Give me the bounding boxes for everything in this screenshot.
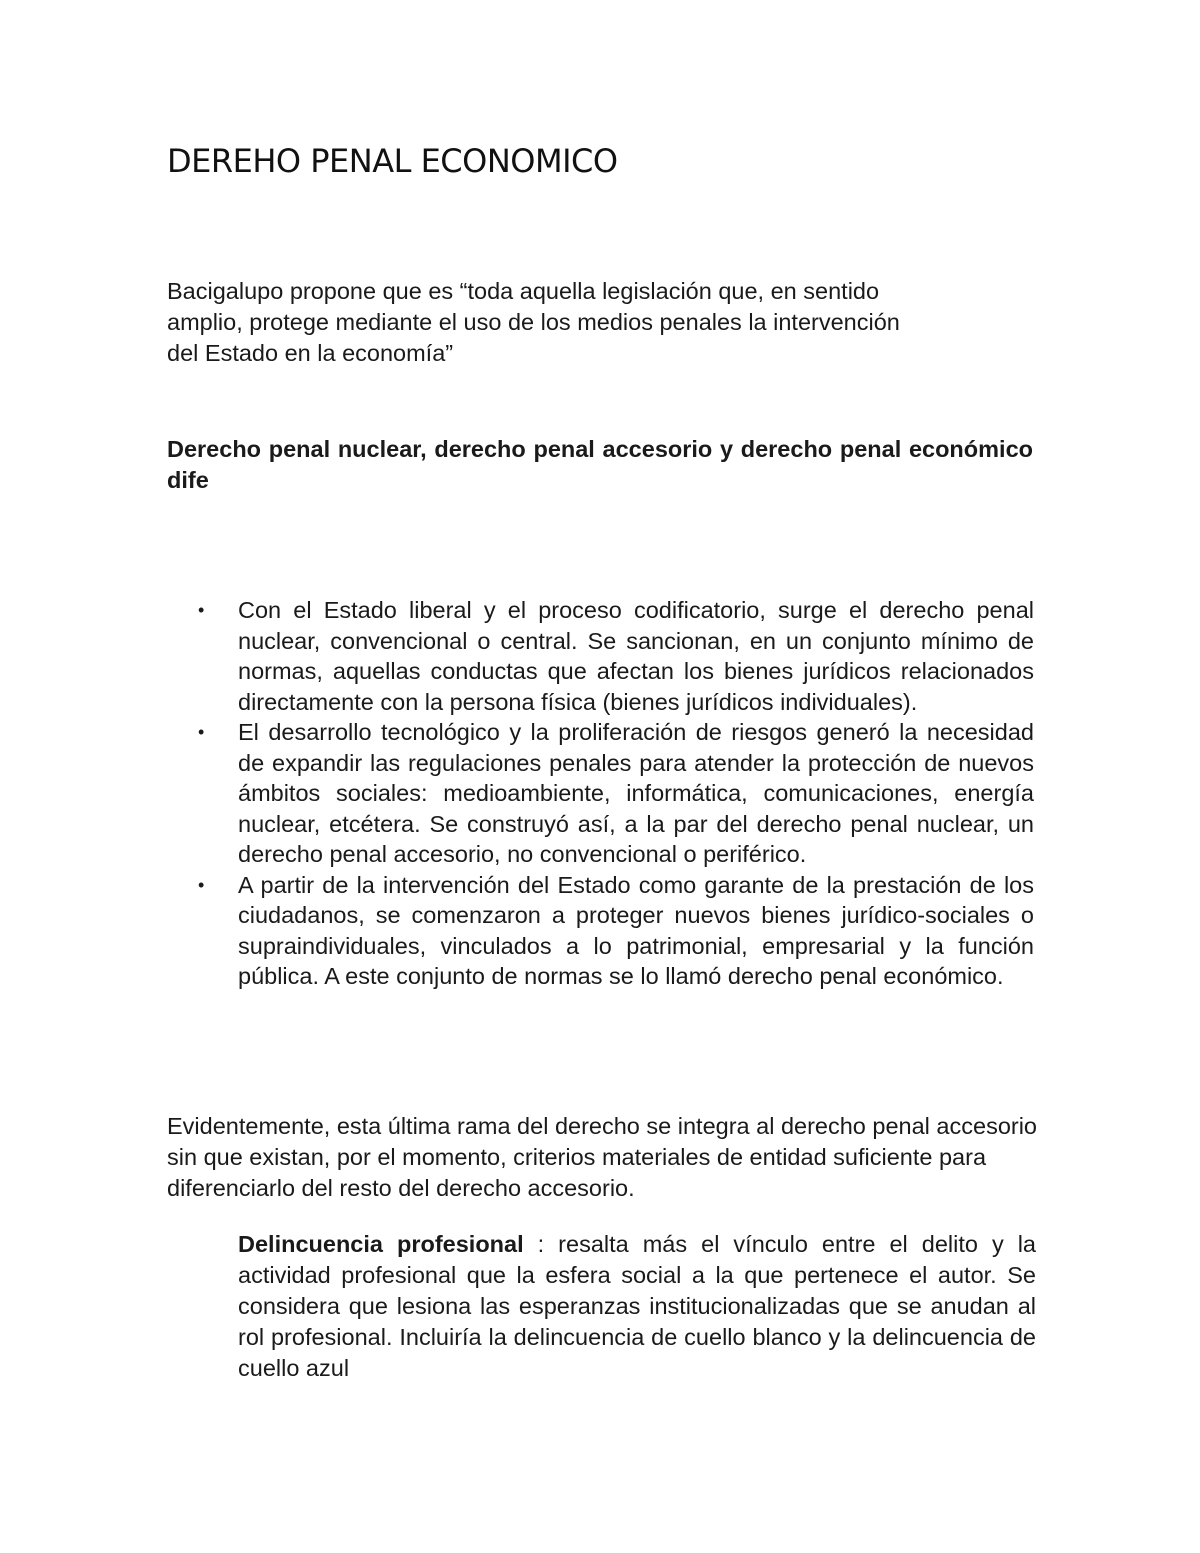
bullet-item [198,870,1034,992]
body-paragraph: Evidentemente, esta última rama del derecho se integra al derecho penal accesorio sin que existan, por el momento, criterios materiales de entidad suficiente para diferenciarlo del resto del derecho accesorio. [167,1113,1038,1201]
bullet-icon: • [198,600,205,620]
document-title: DEREHO PENAL ECONOMICO [167,142,618,180]
definition-paragraph [238,1229,1036,1384]
bullet-text: A partir de la intervención del Estado como garante de la prestación de los ciudadanos, se comenzaron a proteger nuevos bienes jurídico-sociales o supraindividuales, vinculados a lo patrimonial, empresarial y la función pública. A este conjunto de normas se lo llamó derecho penal económico. [238,871,1034,989]
bullet-list [198,595,1034,992]
definition-term: Delincuencia profesional [238,1231,524,1257]
definition-text: : resalta más el vínculo entre el delito y la actividad profesional que la esfera social a la que pertenece el autor. Se considera que lesiona las esperanzas institucionalizadas que se anudan al rol profesional. Incluiría la delincuencia de cuello blanco y la delincuencia de cuello azul [238,1231,1037,1381]
bullet-icon: • [198,722,205,742]
intro-paragraph: Bacigalupo propone que es “toda aquella legislación que, en sentido amplio, protege mediante el uso de los medios penales la intervención del Estado en la economía” [167,278,900,366]
bullet-text: El desarrollo tecnológico y la proliferación de riesgos generó la necesidad de expandir las regulaciones penales para atender la protección de nuevos ámbitos sociales: medioambiente, informática, comunicaciones, energía nuclear, etcétera. Se construyó así, a la par del derecho penal nuclear, un derecho penal accesorio, no convencional o periférico. [238,719,1034,867]
bullet-item [198,717,1034,870]
bullet-text: Con el Estado liberal y el proceso codificatorio, surge el derecho penal nuclear, convencional o central. Se sancionan, en un conjunto mínimo de normas, aquellas conductas que afectan los bienes jurídicos relacionados directamente con la persona física (bienes jurídicos individuales). [238,597,1034,715]
bullet-item [198,595,1034,717]
section-subheading: Derecho penal nuclear, derecho penal accesorio y derecho penal económico dife [167,436,1033,493]
bullet-icon: • [198,874,205,895]
